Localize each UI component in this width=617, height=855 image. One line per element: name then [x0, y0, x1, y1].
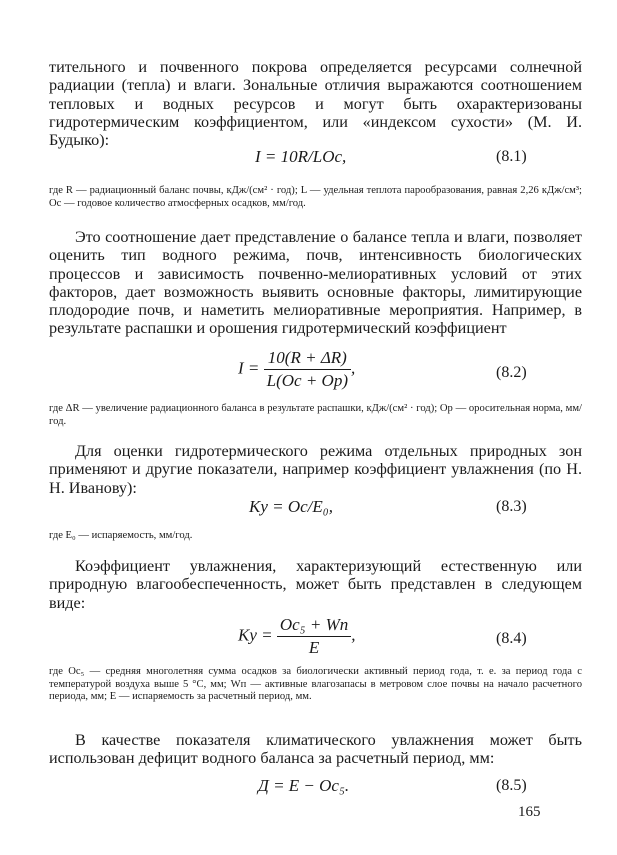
- equation-number-8-4: (8.4): [496, 630, 527, 647]
- paragraph-intro: тительного и почвенного покрова определяется ресурсами солнечной радиации (тепла) и влаги. Зональные отличия выражаются соотношением тепловых и водных ресурсов и могут быть охарактеризованы гидротермическим коэффициентом, или «индексом сухости» (М. И. Будыко):: [49, 58, 582, 150]
- paragraph-balance: Это соотношение дает представление о балансе тепла и влаги, позволяет оценить тип водного режима, почв, интенсивность биологических процессов и зависимость почвенно-мелиоративных условий от этих факторов, дает возможность выявить основные факторы, лимитирующие плодородие почв, и наметить мелиоративные мероприятия. Например, в результате распашки и орошения гидротермический коэффициент: [49, 228, 582, 338]
- note-8-2: где ΔR — увеличение радиационного баланса в результате распашки, кДж/(см² · год); Op — оросительная норма, мм/год.: [49, 403, 582, 427]
- page-number: 165: [518, 804, 541, 820]
- equation-8-5: Д = E − Oc₅.: [258, 776, 350, 795]
- equation-8-4: [238, 615, 355, 658]
- equation-number-8-2: (8.2): [496, 364, 527, 381]
- equation-8-4-denominator: E: [308, 638, 320, 657]
- equation-number-8-5: (8.5): [496, 777, 527, 794]
- note-8-1: где R — радиационный баланс почвы, кДж/(см² · год); L — удельная теплота парообразования, равная 2,26 кДж/см³; Oc — годовое количество атмосферных осадков, мм/год.: [49, 185, 582, 209]
- note-8-3: где E₀ — испаряемость, мм/год.: [49, 530, 193, 541]
- equation-8-4-tail: ,: [351, 625, 356, 645]
- equation-number-8-1: (8.1): [496, 148, 527, 165]
- equation-8-4-numerator: Oc₅ + Wп: [277, 615, 351, 637]
- equation-8-4-lhs: Kу =: [238, 625, 273, 645]
- equation-8-2: [238, 348, 355, 391]
- equation-8-3: Kу = Oc/E₀,: [249, 497, 333, 516]
- equation-8-1: I = 10R/LOc,: [255, 147, 347, 166]
- paragraph-humidity: Для оценки гидротермического режима отдельных природных зон применяют и другие показатели, например коэффициент увлажнения (по Н. Н. Иванову):: [49, 442, 582, 497]
- equation-8-2-fraction: [264, 348, 351, 391]
- note-8-4: где Oc₅ — средняя многолетняя сумма осадков за биологически активный период года, т. е. за период года с температурой воздуха выше 5 °С, мм; Wп — активные влагозапасы в метровом слое почвы на начало расчетного периода, мм; E — испаряемость за расчетный период, мм.: [49, 666, 582, 703]
- equation-8-2-numerator: 10(R + ΔR): [264, 348, 351, 370]
- equation-8-2-denominator: L(Oc + Op): [266, 371, 348, 390]
- paragraph-deficit: В качестве показателя климатического увлажнения может быть использован дефицит водного баланса за расчетный период, мм:: [49, 731, 582, 768]
- equation-number-8-3: (8.3): [496, 498, 527, 515]
- equation-8-2-lhs: I =: [238, 358, 260, 378]
- equation-8-2-tail: ,: [351, 358, 356, 378]
- equation-8-4-fraction: [277, 615, 351, 658]
- paragraph-coefficient: Коэффициент увлажнения, характеризующий естественную или природную влагообеспеченность, может быть представлен в следующем виде:: [49, 557, 582, 612]
